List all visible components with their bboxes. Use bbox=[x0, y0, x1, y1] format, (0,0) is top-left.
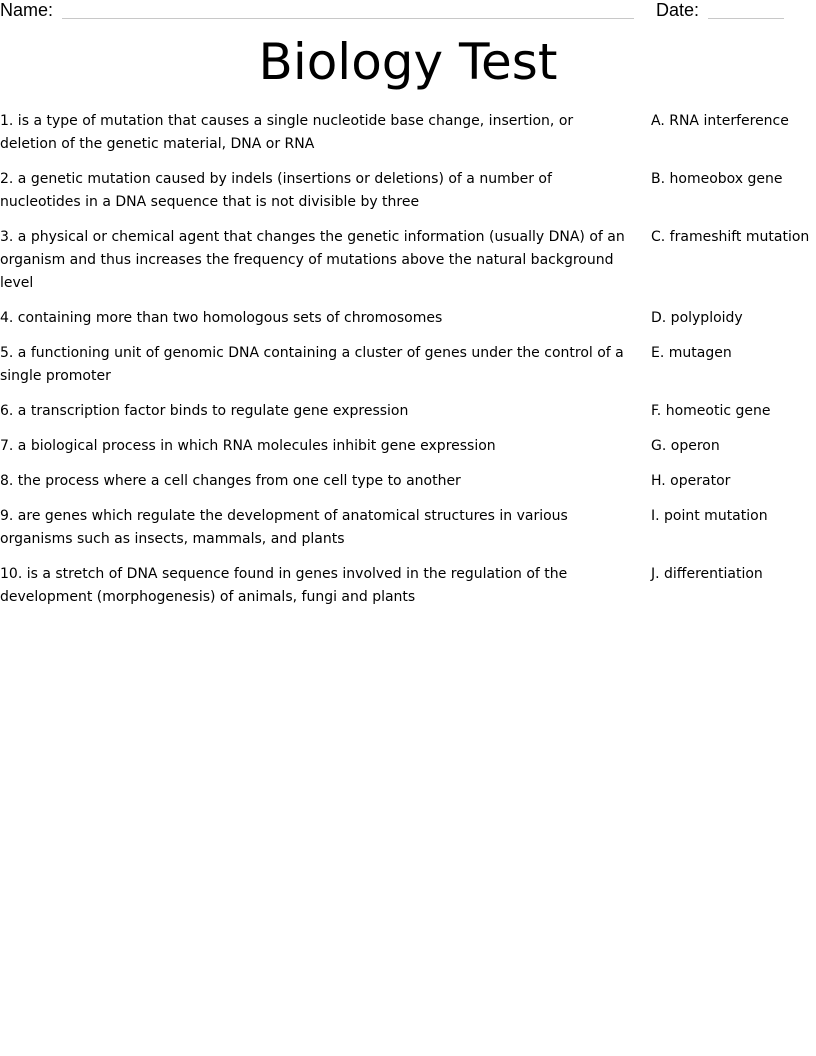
answer-g: G. operon bbox=[651, 438, 720, 454]
answer-f: F. homeotic gene bbox=[651, 403, 771, 419]
clue-6: 6. a transcription factor binds to regulate gene expression bbox=[0, 403, 409, 419]
answer-e: E. mutagen bbox=[651, 345, 732, 361]
question-row-1 bbox=[0, 110, 816, 156]
clue-9: 9. are genes which regulate the development of anatomical structures in various organisms such as insects, mammals, and plants bbox=[0, 508, 568, 547]
question-row-3 bbox=[0, 226, 816, 295]
question-row-6 bbox=[0, 400, 816, 423]
matching-list bbox=[0, 110, 816, 621]
answer-c: C. frameshift mutation bbox=[651, 229, 810, 245]
answer-a: A. RNA interference bbox=[651, 113, 789, 129]
question-row-2 bbox=[0, 168, 816, 214]
date-blank-line bbox=[708, 18, 784, 19]
question-row-4 bbox=[0, 307, 816, 330]
clue-5: 5. a functioning unit of genomic DNA containing a cluster of genes under the control of a single promoter bbox=[0, 345, 624, 384]
clue-7: 7. a biological process in which RNA molecules inhibit gene expression bbox=[0, 438, 496, 454]
answer-b: B. homeobox gene bbox=[651, 171, 783, 187]
clue-8: 8. the process where a cell changes from one cell type to another bbox=[0, 473, 461, 489]
clue-10: 10. is a stretch of DNA sequence found in genes involved in the regulation of the development (morphogenesis) of animals, fungi and plants bbox=[0, 566, 568, 605]
answer-h: H. operator bbox=[651, 473, 731, 489]
answer-i: I. point mutation bbox=[651, 508, 768, 524]
clue-4: 4. containing more than two homologous sets of chromosomes bbox=[0, 310, 443, 326]
header bbox=[0, 0, 816, 24]
answer-d: D. polyploidy bbox=[651, 310, 743, 326]
question-row-8 bbox=[0, 470, 816, 493]
date-label: Date: bbox=[656, 0, 700, 20]
clue-3: 3. a physical or chemical agent that changes the genetic information (usually DNA) of an organism and thus increases the frequency of mutations above the natural background level bbox=[0, 229, 625, 291]
question-row-7 bbox=[0, 435, 816, 458]
question-row-5 bbox=[0, 342, 816, 388]
name-label: Name: bbox=[0, 0, 54, 20]
name-blank-line bbox=[62, 18, 634, 19]
question-row-10 bbox=[0, 563, 816, 609]
page-title: Biology Test bbox=[258, 33, 558, 91]
answer-j: J. differentiation bbox=[651, 566, 763, 582]
clue-1: 1. is a type of mutation that causes a single nucleotide base change, insertion, or deletion of the genetic material, DNA or RNA bbox=[0, 113, 574, 152]
question-row-9 bbox=[0, 505, 816, 551]
clue-2: 2. a genetic mutation caused by indels (insertions or deletions) of a number of nucleotides in a DNA sequence that is not divisible by three bbox=[0, 171, 552, 210]
